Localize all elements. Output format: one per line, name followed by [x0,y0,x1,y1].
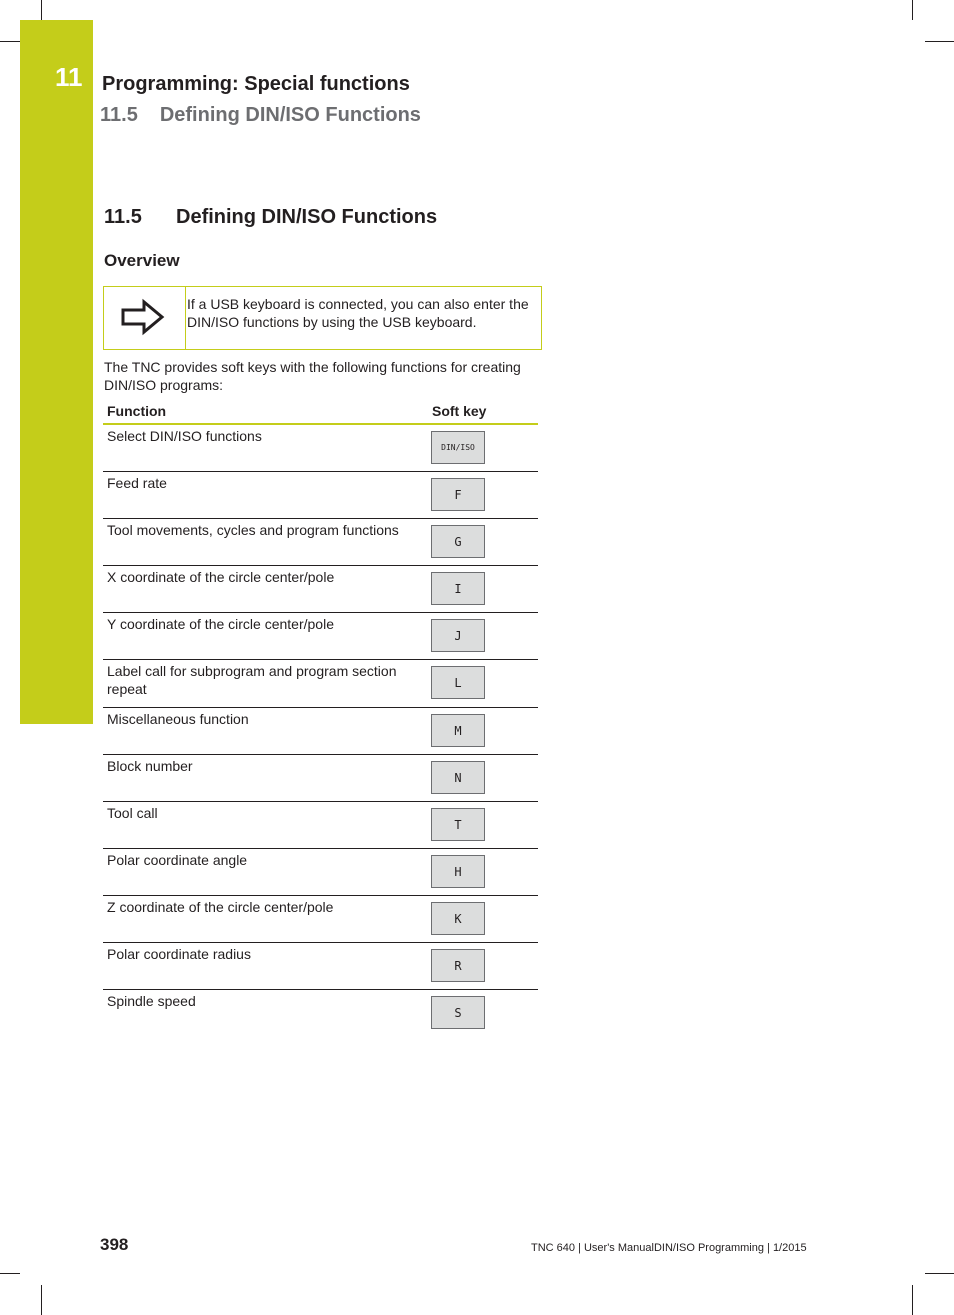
softkey-t[interactable]: T [431,808,485,841]
function-cell: Feed rate [107,475,167,491]
header-softkey: Soft key [432,403,487,419]
table-row [103,708,538,755]
note-icon-cell [104,287,186,349]
crop-mark [912,1285,913,1315]
softkey-din-iso[interactable]: DIN/ISO [431,431,485,464]
table-row [103,472,538,519]
function-cell: Polar coordinate angle [107,852,248,868]
header-function: Function [107,403,167,419]
footer-text: TNC 640 | User's ManualDIN/ISO Programming | 1/2015 [531,1242,807,1254]
crop-mark [41,0,42,20]
chapter-title: Programming: Special functions [102,73,410,95]
softkey-m[interactable]: M [431,714,485,747]
function-cell: Label call for subprogram and program section repeat [107,663,397,697]
table-row [103,802,538,849]
chapter-number: 11 [55,62,83,92]
table-row [103,943,538,990]
section-title: Defining DIN/ISO Functions [176,206,438,228]
softkey-k[interactable]: K [431,902,485,935]
table-row [103,613,538,660]
crop-mark [0,41,20,42]
chapter-side-bar [20,20,93,724]
function-cell: Spindle speed [107,993,196,1009]
arrow-right-icon [120,297,166,337]
note-box [103,286,542,350]
function-cell: Tool movements, cycles and program functions [107,522,399,538]
table-row [103,755,538,802]
function-cell: Tool call [107,805,158,821]
table-row [103,519,538,566]
function-cell: Miscellaneous function [107,711,249,727]
note-text: If a USB keyboard is connected, you can also enter the DIN/ISO functions by using the USB keyboard. [187,296,529,330]
softkey-f[interactable]: F [431,478,485,511]
running-section-name: Defining DIN/ISO Functions [159,104,421,126]
softkey-j[interactable]: J [431,619,485,652]
softkey-l[interactable]: L [431,666,485,699]
function-cell: Z coordinate of the circle center/pole [107,899,334,915]
section-heading [104,206,437,229]
softkey-g[interactable]: G [431,525,485,558]
softkey-h[interactable]: H [431,855,485,888]
crop-mark [912,0,913,20]
softkey-r[interactable]: R [431,949,485,982]
table-row [103,849,538,896]
table-row [103,990,538,1036]
function-cell: Polar coordinate radius [107,946,251,962]
softkey-n[interactable]: N [431,761,485,794]
page-number: 398 [100,1235,129,1254]
crop-mark [925,41,954,42]
crop-mark [41,1285,42,1315]
running-section-number: 11.5 [100,104,138,126]
overview-heading: Overview [104,251,180,270]
function-cell: Y coordinate of the circle center/pole [107,616,334,632]
table-row [103,660,538,708]
table-row [103,566,538,613]
crop-mark [925,1273,954,1274]
crop-mark [0,1273,20,1274]
function-cell: Block number [107,758,193,774]
intro-paragraph: The TNC provides soft keys with the following functions for creating DIN/ISO programs: [104,359,521,393]
function-cell: Select DIN/ISO functions [107,428,262,444]
table-header [103,400,538,425]
table-row [103,896,538,943]
section-number: 11.5 [104,206,142,228]
function-cell: X coordinate of the circle center/pole [107,569,335,585]
softkey-table [103,400,538,1036]
running-section-title [100,104,421,127]
softkey-i[interactable]: I [431,572,485,605]
table-row [103,425,538,472]
softkey-s[interactable]: S [431,996,485,1029]
